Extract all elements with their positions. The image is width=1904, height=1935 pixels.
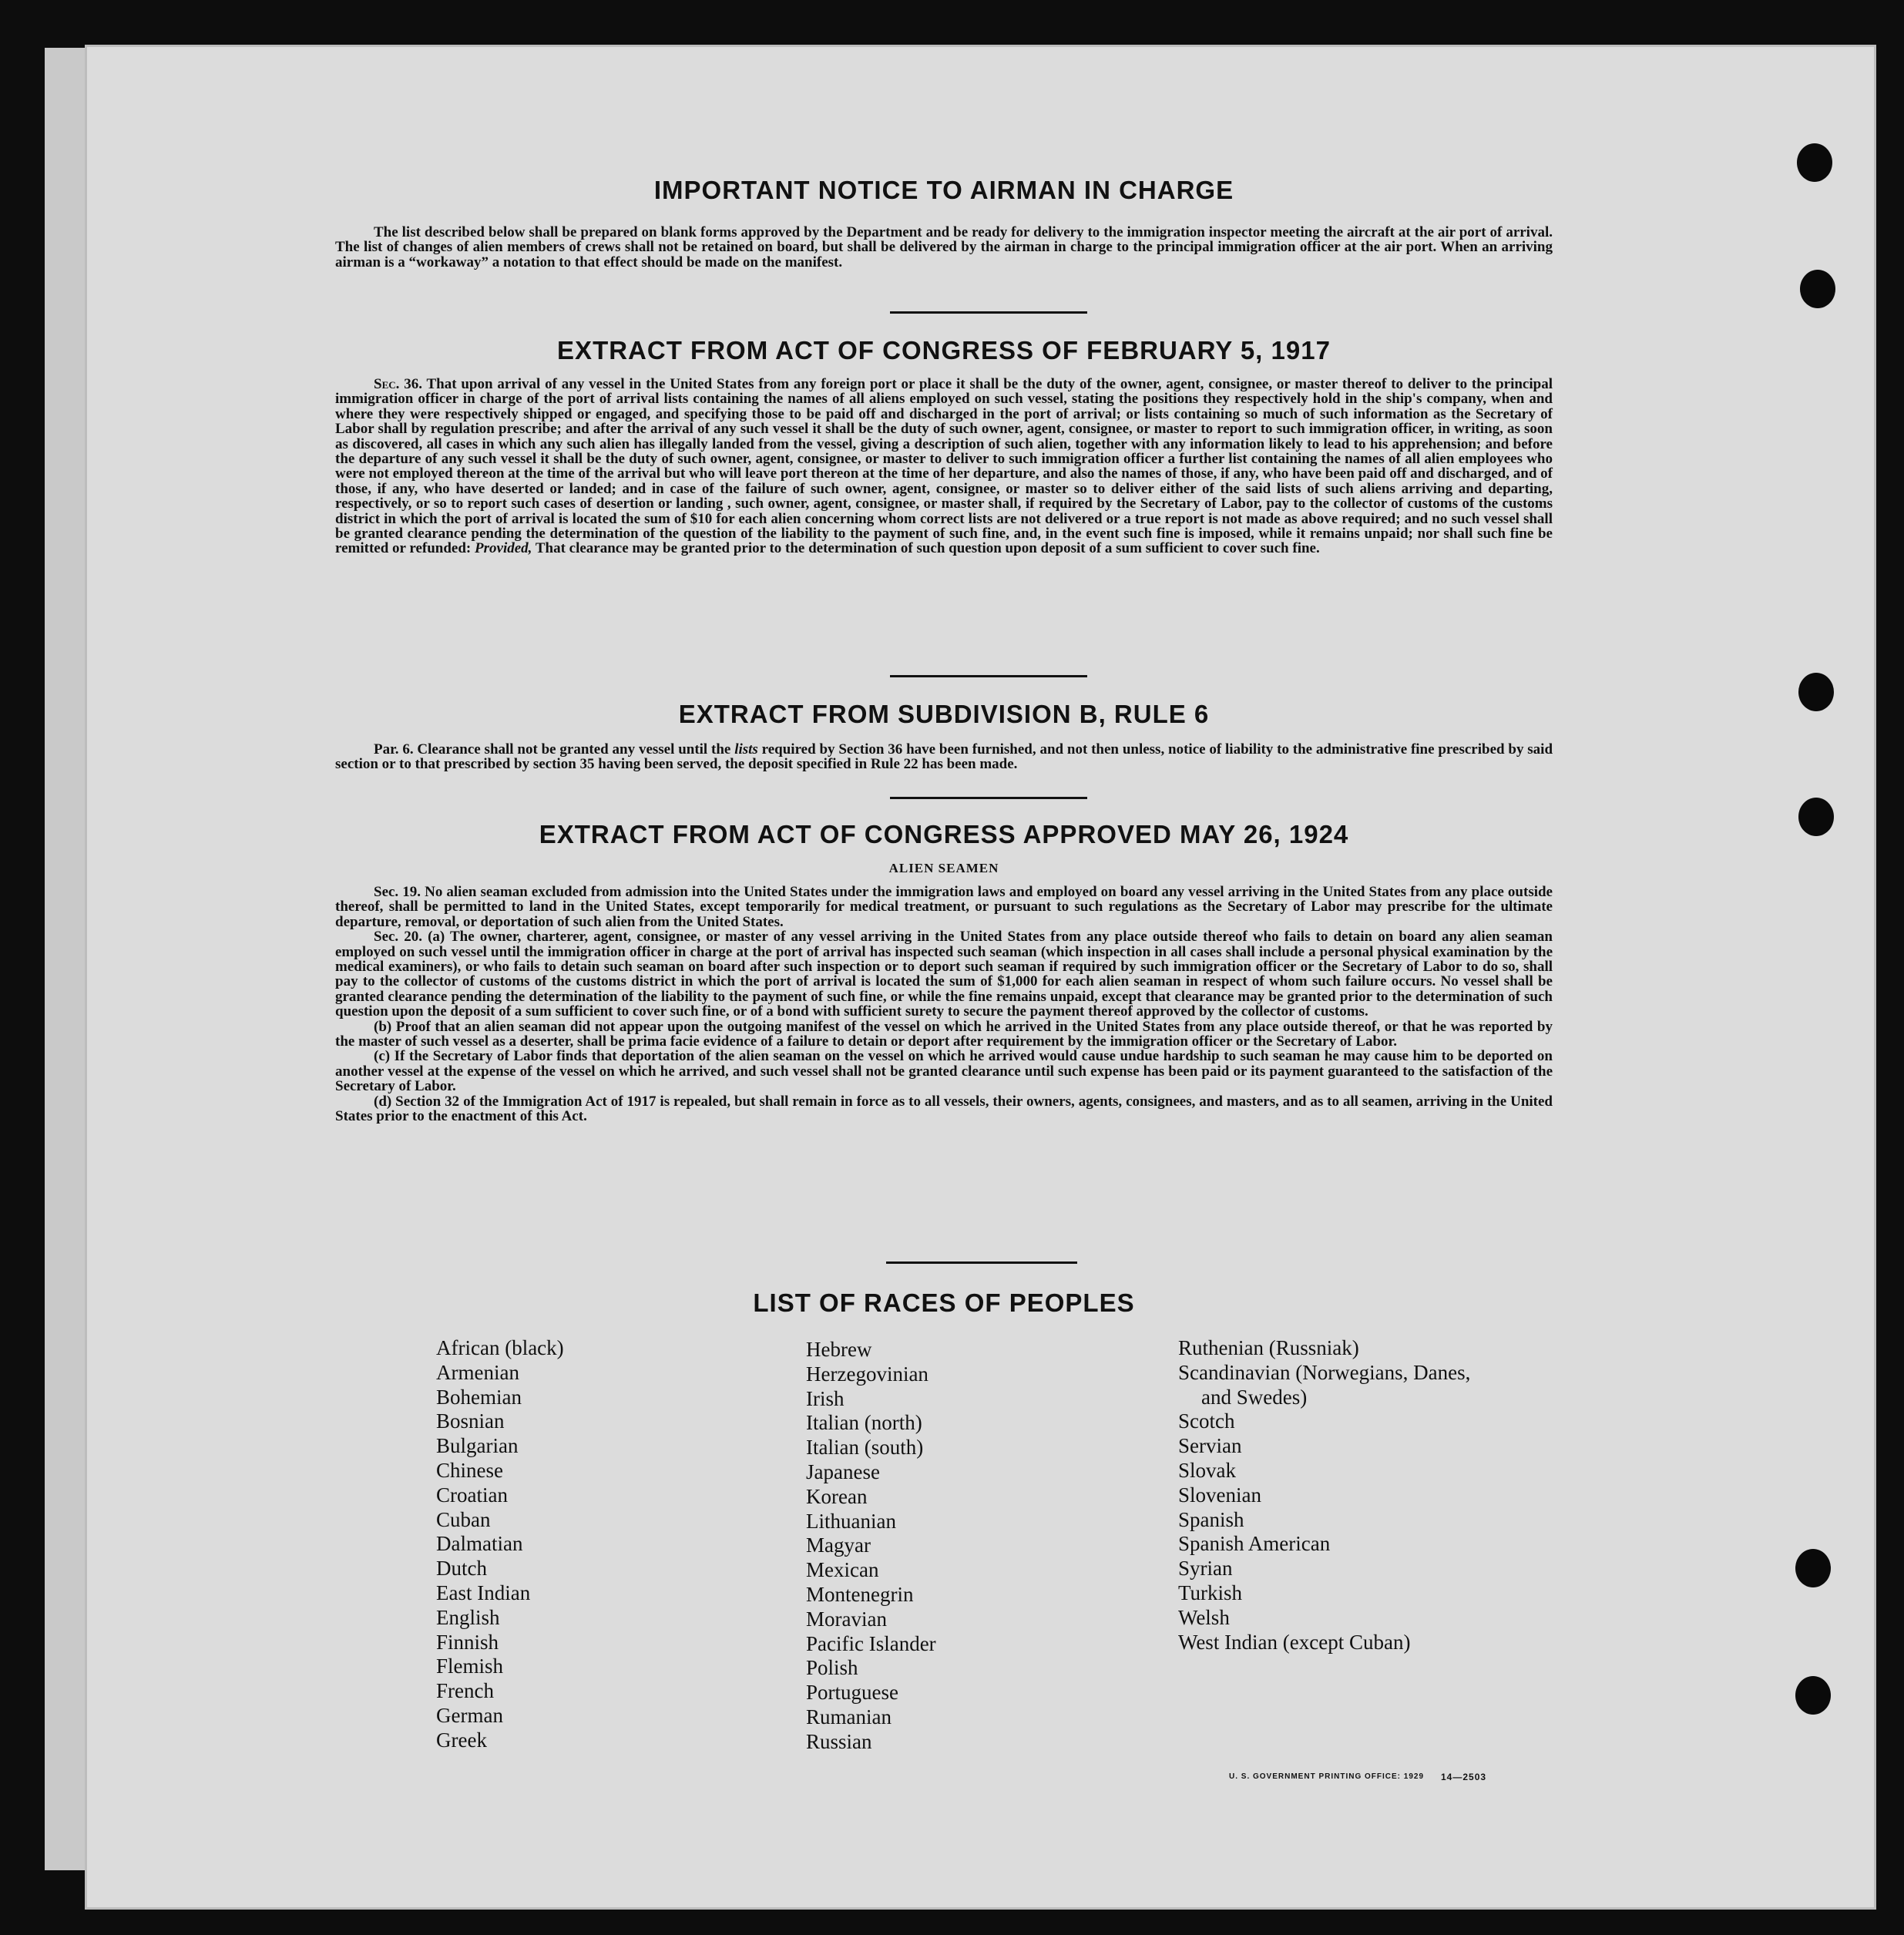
act-1917-sec-label: Sec. 36. [374, 376, 422, 392]
act-1924-sec-20d-text: (d) Section 32 of the Immigration Act of 1917 is repealed, but shall remain in force as to all vessels, their owners, agents, consignees, and masters, and as to all seamen, arriving in the United States prior to the enactment of this Act. [335, 1093, 1553, 1125]
act-1924-sec-19 [335, 885, 1553, 929]
binder-hole-1 [1797, 143, 1832, 182]
race-item: Korean [806, 1484, 868, 1508]
races-column-1 [436, 1336, 564, 1753]
race-item: Chinese [436, 1458, 503, 1482]
act-1917-provided: Provided, [475, 540, 532, 557]
race-item: Turkish [1178, 1581, 1243, 1604]
notice-text [335, 225, 1553, 270]
race-item: Japanese [806, 1460, 880, 1483]
race-item: Herzegovinian [806, 1362, 928, 1386]
act-1917-text-b: That clearance may be granted prior to the determination of such question upon deposit of a sum sufficient to cover such fine. [535, 540, 1320, 557]
race-item: Bohemian [436, 1385, 522, 1409]
divider-1 [890, 311, 1087, 314]
act-1924-sec-20b-text: (b) Proof that an alien seaman did not appear upon the outgoing manifest of the vessel on which he arrived in the United States from any place outside thereof, or that he was reported by the master of such vessel as a deserter, shall be prima facie evidence of a failure to detain or deport after requirement by the immigration officer or the Secretary of Labor. [335, 1018, 1553, 1050]
race-item: Cuban [436, 1507, 491, 1531]
race-item: Mexican [806, 1558, 879, 1582]
binder-hole-6 [1795, 1676, 1831, 1715]
act-1924-sec-20a-text: Sec. 20. (a) The owner, charterer, agent, consignee, or master of any vessel arriving in the United States from any place outside thereof who fails to detain on board any alien seaman employed on such vessel until the immigration officer in charge at the port of arrival has inspected such seaman (which inspection in all cases shall include a personal physical examination by the medical examiners), or who fails to detain such seaman on board after such inspection or to deport such seaman if required by such immigration officer or the Secretary of Labor to do so, shall pay to the collector of customs of the customs district in which the port of arrival is located the sum of $1,000 for each alien seaman in respect of whom such failure occurs. No vessel shall be granted clearance pending the determination of the liability to the payment of such fine, or while the fine remains unpaid, except that clearance may be granted prior to the determination of such question upon the deposit of a sum sufficient to cover such fine, or of a bond with sufficient surety to secure the payment thereof approved by the collector of customs. [335, 929, 1553, 1020]
rule-6-text [335, 742, 1553, 772]
rule-6-lists: lists [734, 741, 758, 758]
race-item: Portuguese [806, 1681, 898, 1705]
race-item: German [436, 1703, 503, 1727]
act-1924-sec-20c-text: (c) If the Secretary of Labor finds that deportation of the alien seaman on the vessel on which he arrived would cause undue hardship to such seaman he may cause him to be deported on another vessel at the expense of the vessel on which he arrived, and such vessel shall not be granted clearance until such expense has been paid or its payment guaranteed to the satisfaction of the Secretary of Labor. [335, 1048, 1553, 1095]
race-item: Flemish [436, 1654, 504, 1678]
race-item: English [436, 1605, 500, 1629]
race-item: Irish [806, 1386, 845, 1410]
race-item: French [436, 1679, 494, 1703]
race-item: Scandinavian (Norwegians, Danes, [1178, 1360, 1471, 1384]
races-title: LIST OF RACES OF PEOPLES [753, 1288, 1135, 1317]
act-1924-sec-20d [335, 1094, 1553, 1124]
race-item: Croatian [436, 1483, 508, 1507]
divider-2 [890, 675, 1087, 677]
printing-office-imprint: U. S. GOVERNMENT PRINTING OFFICE: 1929 [1229, 1772, 1425, 1781]
act-1924-sec-19-text: Sec. 19. No alien seaman excluded from admission into the United States under the immigration laws and employed on board any vessel arriving in the United States from any place outside thereof, shall be permitted to land in the United States, except temporarily for medical treatment, or pursuant to such regulations as the Secretary of Labor may prescribe for the ultimate departure, removal, or deportation of such alien from the United States. [335, 884, 1553, 930]
races-column-2 [806, 1338, 936, 1755]
act-1924-title: EXTRACT FROM ACT OF CONGRESS APPROVED MAY 26, 1924 [539, 820, 1349, 848]
race-item: Pacific Islander [806, 1631, 936, 1655]
notice-paragraph: The list described below shall be prepared on blank forms approved by the Department and be ready for delivery to the immigration inspector meeting the aircraft at the air port of arrival. The list of changes of alien members of crews shall not be retained on board, but shall be delivered by the airman in charge to the principal immigration officer at the air port. When an arriving airman is a “workaway” a notation to that effect should be made on the manifest. [335, 224, 1553, 270]
act-1917-text [335, 377, 1553, 556]
act-1924-section [335, 885, 1553, 1124]
notice-section [335, 225, 1553, 270]
divider-4 [886, 1261, 1077, 1264]
race-item: Montenegrin [806, 1582, 914, 1606]
race-item: Slovenian [1178, 1483, 1261, 1507]
race-item: Moravian [806, 1607, 887, 1631]
rule-6-text-b: required by Section 36 have been furnished, and not then unless, notice of liability to the administrative fine prescribed by said section or to that prescribed by section 35 having been served, the deposit specified in Rule 22 has been made. [335, 741, 1553, 773]
race-item: Dalmatian [436, 1532, 523, 1556]
race-item: Dutch [436, 1557, 487, 1581]
race-item: Italian (north) [806, 1411, 922, 1435]
notice-title: IMPORTANT NOTICE TO AIRMAN IN CHARGE [653, 176, 1234, 204]
form-number: 14—2503 [1441, 1772, 1487, 1782]
race-item: Servian [1178, 1434, 1242, 1458]
rule-6-text-a: Par. 6. Clearance shall not be granted any vessel until the [374, 741, 731, 758]
race-item: Ruthenian (Russniak) [1178, 1336, 1359, 1359]
race-item: Welsh [1178, 1605, 1230, 1629]
race-item: Greek [436, 1728, 487, 1752]
act-1924-subtitle: ALIEN SEAMEN [888, 861, 999, 875]
race-item: Italian (south) [806, 1436, 924, 1460]
races-column-3 [1178, 1336, 1470, 1654]
race-item: Lithuanian [806, 1509, 896, 1533]
race-item: Russian [806, 1729, 872, 1753]
binder-hole-5 [1795, 1549, 1831, 1587]
rule-6-section [335, 742, 1553, 772]
act-1917-title: EXTRACT FROM ACT OF CONGRESS OF FEBRUARY 5, 1917 [557, 336, 1331, 364]
race-item: Finnish [436, 1630, 499, 1654]
race-item: East Indian [436, 1581, 531, 1604]
paper-back-edge [45, 48, 85, 1870]
race-item: Armenian [436, 1360, 519, 1384]
act-1924-sec-20a [335, 929, 1553, 1019]
race-item: Slovak [1178, 1458, 1237, 1482]
race-item: Magyar [806, 1534, 871, 1557]
race-item: African (black) [436, 1336, 564, 1359]
race-item: Bulgarian [436, 1434, 519, 1458]
race-item: Polish [806, 1656, 858, 1680]
race-item: West Indian (except Cuban) [1178, 1630, 1411, 1654]
race-item: Hebrew [806, 1338, 872, 1361]
rule-6-title: EXTRACT FROM SUBDIVISION B, RULE 6 [678, 700, 1210, 728]
binder-hole-2 [1800, 270, 1835, 308]
act-1924-sec-20c [335, 1049, 1553, 1093]
race-item: Scotch [1178, 1409, 1235, 1433]
race-item: Spanish [1178, 1507, 1244, 1531]
race-item: Rumanian [806, 1705, 892, 1728]
race-item: Bosnian [436, 1409, 505, 1433]
act-1917-section [335, 377, 1553, 556]
race-item: Syrian [1178, 1557, 1233, 1581]
divider-3 [890, 797, 1087, 799]
race-item-continued: and Swedes) [1201, 1385, 1308, 1409]
race-item: Spanish American [1178, 1532, 1331, 1556]
act-1924-sec-20b [335, 1020, 1553, 1050]
binder-hole-4 [1798, 798, 1834, 836]
act-1917-text-a: That upon arrival of any vessel in the United States from any foreign port or place it shall be the duty of the owner, agent, consignee, or master thereof to deliver to the principal immigration officer in charge of the port of arrival lists containing the names of all aliens employed on such vessel, stating the positions they respectively hold in the ship's company, when and where they were respectively shipped or engaged, and specifying those to be paid off and discharged in the port of arrival; or lists containing so much of such information as the Secretary of Labor shall by regulation prescribe; and after the arrival of any such vessel it shall be the duty of such owner, agent, consignee, or master to report to such immigration officer, in writing, as soon as discovered, all cases in which any such alien has illegally landed from the vessel, giving a description of such alien, together with any information likely to lead to his apprehension; and before the departure of any such vessel it shall be the duty of such owner, agent, consignee, or master to deliver to such immigration officer a further list containing the names of all alien employees who were not employed thereon at the time of the arrival but who will leave port thereon at the time of her departure, and also the names of those, if any, who have been paid off and discharged, and of those, if any, who have deserted or landed; and in case of the failure of such owner, agent, consignee, or master so to deliver either of the said lists of such aliens arriving and departing, respectively, or so to report such cases of desertion or landing , such owner, agent, consignee, or master shall, if required by the Secretary of Labor, pay to the collector of customs of the customs district in which the port of arrival is located the sum of $10 for each alien concerning whom correct lists are not delivered or a true report is not made as above required; and no such vessel shall be granted clearance pending the determination of the question of the liability to the payment of such fine, and, in the event such fine is imposed, while it remains unpaid; nor shall such fine be remitted or refunded: [335, 376, 1553, 557]
binder-hole-3 [1798, 673, 1834, 711]
